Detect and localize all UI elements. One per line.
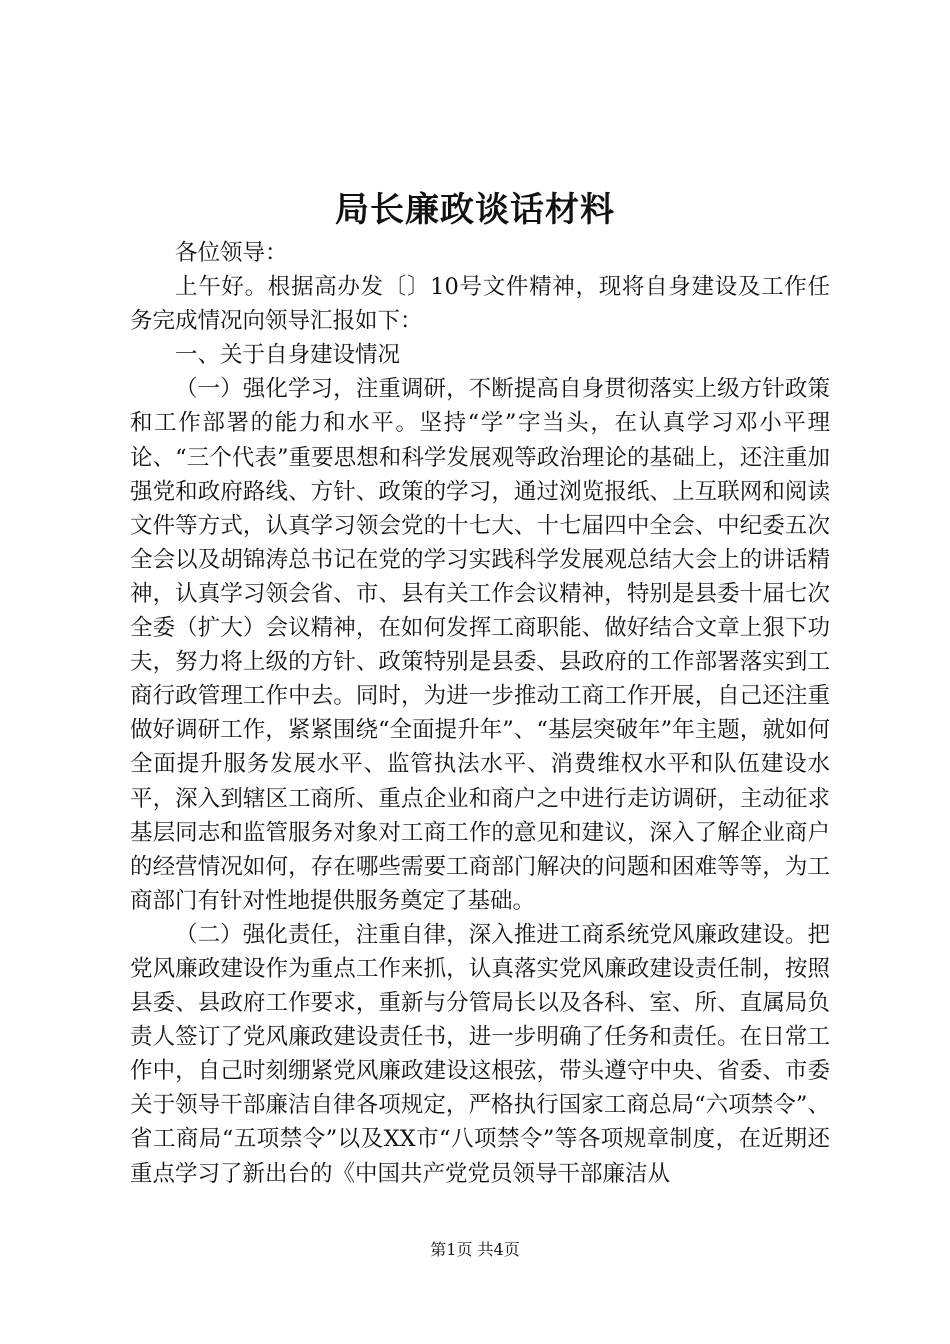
page-footer: 第1页 共4页 [430,1240,520,1259]
document-body [130,236,830,1191]
body-paragraph-responsibility: （二）强化责任，注重自律，深入推进工商系统党风廉政建设。把党风廉政建设作为重点工作来抓，认真落实党风廉政建设责任制，按照县委、县政府工作要求，重新与分管局长以及各科、室、所、直属局负责人签订了党风廉政建设责任书，进一步明确了任务和责任。在日常工作中，自己时刻绷紧党风廉政建设这根弦，带头遵守中央、省委、市委关于领导干部廉洁自律各项规定，严格执行国家工商总局“六项禁令”、省工商局“五项禁令”以及XX市“八项禁令”等各项规章制度，在近期还重点学习了新出台的《中国共产党党员领导干部廉洁从 [130,921,830,1187]
section-heading: 一、关于自身建设情况 [175,342,401,369]
document-title: 局长廉政谈话材料 [335,190,615,230]
body-paragraph-study: （一）强化学习，注重调研，不断提高自身贯彻落实上级方针政策和工作部署的能力和水平。坚持“学”字当头，在认真学习邓小平理论、“三个代表”重要思想和科学发展观等政治理论的基础上，还注重加强党和政府路线、方针、政策的学习，通过浏览报纸、上互联网和阅读文件等方式，认真学习领会党的十七大、十七届四中全会、中纪委五次全会以及胡锦涛总书记在党的学习实践科学发展观总结大会上的讲话精神，认真学习领会省、市、县有关工作会议精神，特别是县委十届七次全委（扩大）会议精神，在如何发挥工商职能、做好结合文章上狠下功夫，努力将上级的方针、政策特别是县委、县政府的工作部署落实到工商行政管理工作中去。同时，为进一步推动工商工作开展，自己还注重做好调研工作，紧紧围绕“全面提升年”、“基层突破年”年主题，就如何全面提升服务发展水平、监管执法水平、消费维权水平和队伍建设水平，深入到辖区工商所、重点企业和商户之中进行走访调研，主动征求基层同志和监管服务对象对工商工作的意见和建议，深入了解企业商户的经营情况如何，存在哪些需要工商部门解决的问题和困难等等，为工商部门有针对性地提供服务奠定了基础。 [130,376,830,914]
intro-paragraph: 上午好。根据高办发〔〕10号文件精神，现将自身建设及工作任务完成情况向领导汇报如下： [130,274,830,335]
salutation-paragraph: 各位领导： [175,240,288,266]
